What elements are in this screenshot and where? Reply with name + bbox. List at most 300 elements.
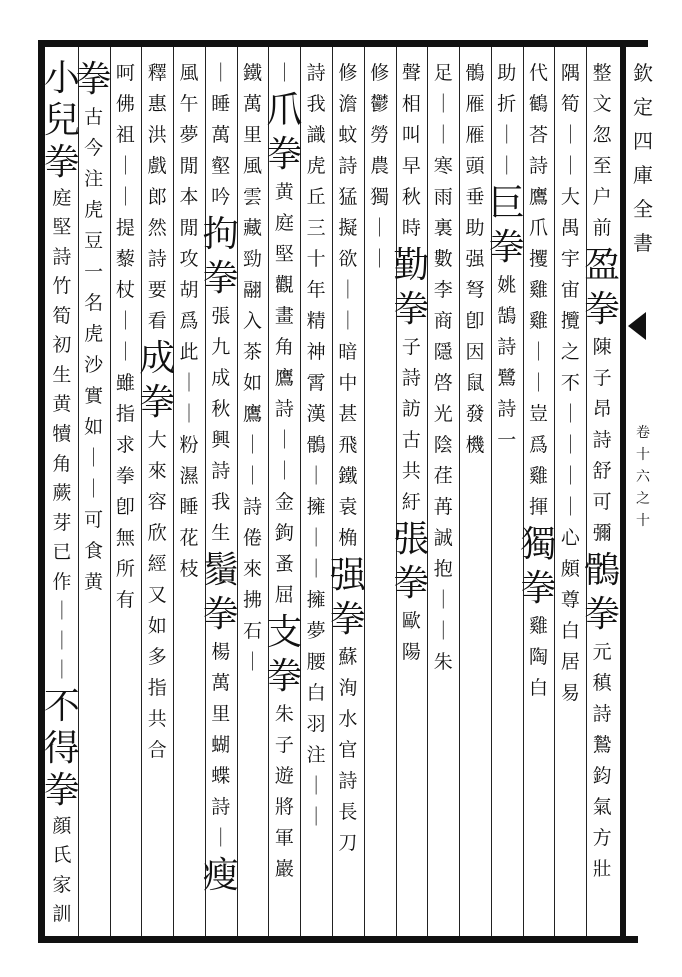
text-char: 光 xyxy=(433,403,453,425)
banxin-juan-char: 之 xyxy=(636,491,650,507)
headword-char: 兒 xyxy=(43,99,80,141)
text-char: 陰 xyxy=(433,434,453,456)
headword-char: 拳 xyxy=(139,382,176,423)
text-char: 杖 xyxy=(115,279,135,301)
text-char: 詩 xyxy=(211,796,231,818)
text-char: 鐵 xyxy=(243,62,263,84)
text-char: 拂 xyxy=(243,589,263,611)
headword-char: 拳 xyxy=(488,227,525,268)
text-char: 丘 xyxy=(306,186,326,208)
text-char: 不 xyxy=(560,372,580,394)
text-char: ｜ xyxy=(274,62,294,84)
banxin-title-char: 欽 xyxy=(633,61,653,85)
text-char: 識 xyxy=(306,124,326,146)
text-char: 萬 xyxy=(211,672,231,694)
text-char: 揮 xyxy=(529,496,549,518)
text-char: 虎 xyxy=(84,199,104,221)
text-char: 合 xyxy=(147,739,167,761)
text-char: 詩 xyxy=(592,703,612,725)
text-char: 蚤 xyxy=(274,553,294,575)
text-char: 彌 xyxy=(592,522,612,544)
text-char: 勁 xyxy=(243,248,263,270)
text-char: 閒 xyxy=(179,217,199,239)
banxin-juan-char: 十 xyxy=(636,513,650,529)
text-char: 擁 xyxy=(306,496,326,518)
text-char: 隅 xyxy=(560,62,580,84)
text-char: 舒 xyxy=(592,460,612,482)
text-char: 朱 xyxy=(433,651,453,673)
text-char: 倦 xyxy=(243,527,263,549)
text-char: ｜ xyxy=(274,460,294,482)
text-char: 壑 xyxy=(211,155,231,177)
text-char: 詩 xyxy=(211,460,231,482)
text-char: 羽 xyxy=(306,713,326,735)
headword-char: 拳 xyxy=(202,258,239,299)
text-char: 胡 xyxy=(179,279,199,301)
text-char: 指 xyxy=(147,677,167,699)
text-char: 氣 xyxy=(592,796,612,818)
text-char: 張 xyxy=(211,305,231,327)
text-char: 萬 xyxy=(243,93,263,115)
text-char: 垂 xyxy=(465,186,485,208)
text-char: 又 xyxy=(147,584,167,606)
text-char: 折 xyxy=(497,93,517,115)
text-char: 入 xyxy=(243,310,263,332)
text-char: 鐵 xyxy=(338,465,358,487)
text-char: 白 xyxy=(306,682,326,704)
text-char: 陶 xyxy=(529,646,549,668)
text-char: 爪 xyxy=(529,217,549,239)
text-char: 刀 xyxy=(338,832,358,854)
text-char: 中 xyxy=(338,372,358,394)
text-char: ｜ xyxy=(370,217,390,239)
text-char: 實 xyxy=(84,385,104,407)
text-char: 蝶 xyxy=(211,765,231,787)
text-char: 枝 xyxy=(179,558,199,580)
text-char: 相 xyxy=(401,93,421,115)
text-char: 訓 xyxy=(52,903,72,926)
banxin-margin xyxy=(628,47,658,936)
headword-char: 不 xyxy=(43,685,80,727)
banxin-juan-char: 六 xyxy=(636,469,650,485)
headword-char: 瘦 xyxy=(202,855,239,896)
text-char: 訪 xyxy=(401,398,421,420)
text-char: 尊 xyxy=(560,589,580,611)
text-char: 作 xyxy=(52,570,72,593)
text-char: 十 xyxy=(306,248,326,270)
banxin-title-char: 書 xyxy=(633,231,653,255)
text-char: 之 xyxy=(560,341,580,363)
text-char: 詩 xyxy=(274,398,294,420)
text-char: ｜ xyxy=(370,248,390,270)
text-char: 屈 xyxy=(274,584,294,606)
text-char: 共 xyxy=(401,460,421,482)
text-char: 楊 xyxy=(211,641,231,663)
headword-char: 鶻 xyxy=(584,550,621,591)
text-char: 風 xyxy=(179,62,199,84)
text-char: 飛 xyxy=(338,434,358,456)
text-char: 雁 xyxy=(465,124,485,146)
text-char: 然 xyxy=(147,217,167,239)
text-char: 軍 xyxy=(274,827,294,849)
text-char: 强 xyxy=(465,248,485,270)
headword-char: 勤 xyxy=(393,245,430,286)
text-char: 夢 xyxy=(179,124,199,146)
text-char: 詩 xyxy=(497,336,517,358)
text-char: 堅 xyxy=(52,216,72,239)
text-char: 足 xyxy=(433,62,453,84)
headword-char: 拳 xyxy=(43,769,80,811)
text-char: 戲 xyxy=(147,155,167,177)
text-char: 易 xyxy=(560,682,580,704)
text-char: ｜ xyxy=(115,186,135,208)
text-char: 要 xyxy=(147,279,167,301)
headword-char: 成 xyxy=(139,338,176,379)
text-char: 鷹 xyxy=(274,367,294,389)
text-char: 裏 xyxy=(433,217,453,239)
text-char: 可 xyxy=(592,491,612,513)
text-char: 隱 xyxy=(433,341,453,363)
text-char: ｜ xyxy=(115,155,135,177)
text-char: 子 xyxy=(274,734,294,756)
text-char: ｜ xyxy=(179,372,199,394)
text-char: 佛 xyxy=(115,93,135,115)
text-char: 筍 xyxy=(52,304,72,327)
text-char: 沙 xyxy=(84,354,104,376)
text-char: 生 xyxy=(211,522,231,544)
text-char: 角 xyxy=(52,452,72,475)
text-char: 大 xyxy=(147,429,167,451)
text-char: 擬 xyxy=(338,217,358,239)
text-char: 爲 xyxy=(179,310,199,332)
text-char: 爲 xyxy=(529,434,549,456)
text-column xyxy=(42,58,82,930)
text-char: 注 xyxy=(306,744,326,766)
text-char: 心 xyxy=(560,527,580,549)
text-char: ｜ xyxy=(306,806,326,828)
text-char: 秋 xyxy=(401,186,421,208)
text-char: 可 xyxy=(84,509,104,531)
text-char: ｜ xyxy=(433,124,453,146)
headword-char: 拳 xyxy=(584,289,621,330)
text-char: 鶴 xyxy=(529,93,549,115)
text-char: 數 xyxy=(433,248,453,270)
text-char: 黄 xyxy=(84,571,104,593)
text-char: 鶻 xyxy=(465,62,485,84)
text-char: 雖 xyxy=(115,372,135,394)
text-char: 叫 xyxy=(401,124,421,146)
headword-char: 拳 xyxy=(584,594,621,635)
text-char: ｜ xyxy=(560,124,580,146)
text-char: 指 xyxy=(115,403,135,425)
text-char: 顔 xyxy=(52,814,72,837)
text-char: 已 xyxy=(52,541,72,564)
text-char: 猛 xyxy=(338,186,358,208)
banxin-title-char: 四 xyxy=(633,129,653,153)
text-char: 頗 xyxy=(560,558,580,580)
text-char: 啓 xyxy=(433,372,453,394)
text-char: ｜ xyxy=(338,310,358,332)
text-char: ｜ xyxy=(211,62,231,84)
text-char: ｜ xyxy=(338,279,358,301)
text-char: ｜ xyxy=(560,155,580,177)
text-char: 石 xyxy=(243,620,263,642)
text-char: 雁 xyxy=(465,93,485,115)
text-char: 筍 xyxy=(560,93,580,115)
text-char: 荅 xyxy=(529,124,549,146)
text-char: ｜ xyxy=(529,341,549,363)
text-char: 藏 xyxy=(243,217,263,239)
text-char: 獨 xyxy=(370,186,390,208)
frame-top-border xyxy=(38,40,648,47)
text-char: ｜ xyxy=(433,589,453,611)
text-char: ｜ xyxy=(497,155,517,177)
text-char: 至 xyxy=(592,155,612,177)
text-char: ｜ xyxy=(306,558,326,580)
text-char: 白 xyxy=(560,620,580,642)
text-char: 夢 xyxy=(306,620,326,642)
text-char: 大 xyxy=(560,186,580,208)
text-char: 忽 xyxy=(592,124,612,146)
text-char: 攻 xyxy=(179,248,199,270)
banxin-title-char: 庫 xyxy=(633,163,653,187)
text-char: 看 xyxy=(147,310,167,332)
text-char: 欣 xyxy=(147,522,167,544)
text-char: 抱 xyxy=(433,558,453,580)
text-char: 官 xyxy=(338,739,358,761)
text-char: 歐 xyxy=(401,610,421,632)
text-char: 古 xyxy=(84,106,104,128)
text-char: 早 xyxy=(401,155,421,177)
text-char: 黄 xyxy=(52,393,72,416)
text-char: 虎 xyxy=(306,155,326,177)
banxin-title-char: 全 xyxy=(633,197,653,221)
text-char: 藜 xyxy=(115,248,135,270)
headword-char: 拳 xyxy=(329,599,366,640)
text-char: 長 xyxy=(338,801,358,823)
headword-char: 獨 xyxy=(520,524,557,565)
text-char: 蚊 xyxy=(338,124,358,146)
text-char: 元 xyxy=(592,641,612,663)
text-char: 吟 xyxy=(211,186,231,208)
text-char: ｜ xyxy=(497,124,517,146)
text-char: 霄 xyxy=(306,372,326,394)
text-char: 誠 xyxy=(433,527,453,549)
text-char: 助 xyxy=(465,217,485,239)
text-char: 洪 xyxy=(147,124,167,146)
text-char: 方 xyxy=(592,827,612,849)
headword-char: 拳 xyxy=(266,134,303,175)
text-char: 腰 xyxy=(306,651,326,673)
text-char: 鷺 xyxy=(497,367,517,389)
text-char: 將 xyxy=(274,796,294,818)
text-char: 風 xyxy=(243,155,263,177)
text-char: 勞 xyxy=(370,124,390,146)
text-char: ｜ xyxy=(52,659,72,682)
text-char: 户 xyxy=(592,186,612,208)
text-char: ｜ xyxy=(433,93,453,115)
text-char: 黄 xyxy=(274,181,294,203)
text-char: 宇 xyxy=(560,248,580,270)
text-char: 里 xyxy=(243,124,263,146)
text-char: 雞 xyxy=(529,279,549,301)
frame-bottom-border xyxy=(38,936,638,943)
text-char: 詩 xyxy=(306,62,326,84)
text-char: 詩 xyxy=(497,398,517,420)
text-char: 竹 xyxy=(52,275,72,298)
text-char: 白 xyxy=(529,677,549,699)
headword-char: 拳 xyxy=(202,594,239,635)
text-char: 聲 xyxy=(401,62,421,84)
text-char: 荏 xyxy=(433,465,453,487)
text-char: 昂 xyxy=(592,398,612,420)
text-char: 苒 xyxy=(433,496,453,518)
text-char: 此 xyxy=(179,341,199,363)
fish-tail-mark xyxy=(628,312,646,340)
text-char: 一 xyxy=(497,429,517,451)
text-char: 無 xyxy=(115,527,135,549)
text-char: 雞 xyxy=(529,465,549,487)
text-char: 頭 xyxy=(465,155,485,177)
text-char: 修 xyxy=(370,62,390,84)
text-char: 容 xyxy=(147,491,167,513)
text-char: 金 xyxy=(274,491,294,513)
text-char: 拳 xyxy=(115,465,135,487)
text-char: 居 xyxy=(560,651,580,673)
text-char: 因 xyxy=(465,341,485,363)
text-char: 精 xyxy=(306,310,326,332)
text-char: 詩 xyxy=(529,155,549,177)
text-char: 蘇 xyxy=(338,646,358,668)
text-char: 閒 xyxy=(179,155,199,177)
text-char: 鷹 xyxy=(243,403,263,425)
text-char: 稹 xyxy=(592,672,612,694)
text-char: 神 xyxy=(306,341,326,363)
text-char: 本 xyxy=(179,186,199,208)
text-char: 商 xyxy=(433,310,453,332)
text-char: 如 xyxy=(84,416,104,438)
text-char: 紆 xyxy=(401,491,421,513)
text-char: 犢 xyxy=(52,423,72,446)
headword-char: 得 xyxy=(43,727,80,769)
text-char: 初 xyxy=(52,334,72,357)
text-char: 觀 xyxy=(274,274,294,296)
text-char: 擁 xyxy=(306,589,326,611)
text-char: 豈 xyxy=(529,403,549,425)
text-char: ｜ xyxy=(560,496,580,518)
text-char: 鷹 xyxy=(529,186,549,208)
text-char: 洵 xyxy=(338,677,358,699)
text-char: 濕 xyxy=(179,465,199,487)
text-char: 豆 xyxy=(84,230,104,252)
text-char: ｜ xyxy=(243,465,263,487)
text-char: 虎 xyxy=(84,323,104,345)
text-char: 所 xyxy=(115,558,135,580)
text-char: 郎 xyxy=(147,186,167,208)
text-char: 鼠 xyxy=(465,372,485,394)
text-char: 鉤 xyxy=(274,522,294,544)
text-char: 宙 xyxy=(560,279,580,301)
banxin-title-char: 定 xyxy=(633,95,653,119)
text-char: 機 xyxy=(465,434,485,456)
text-char: 攬 xyxy=(560,310,580,332)
text-char: 子 xyxy=(592,367,612,389)
text-char: 九 xyxy=(211,336,231,358)
text-char: 如 xyxy=(243,372,263,394)
text-char: 卽 xyxy=(465,310,485,332)
headword-char: 拳 xyxy=(43,141,80,183)
text-char: 庭 xyxy=(52,186,72,209)
text-char: ｜ xyxy=(274,429,294,451)
headword-char: 拳 xyxy=(393,563,430,604)
text-char: 花 xyxy=(179,527,199,549)
text-char: 代 xyxy=(529,62,549,84)
text-char: 秋 xyxy=(211,398,231,420)
text-char: 卽 xyxy=(115,496,135,518)
text-char: 漢 xyxy=(306,403,326,425)
text-char: 共 xyxy=(147,708,167,730)
text-char: 澹 xyxy=(338,93,358,115)
text-char: 我 xyxy=(211,491,231,513)
text-char: 鵠 xyxy=(497,305,517,327)
text-char: 求 xyxy=(115,434,135,456)
text-char: 文 xyxy=(592,93,612,115)
text-char: 呵 xyxy=(115,62,135,84)
text-char: ｜ xyxy=(560,465,580,487)
text-char: 里 xyxy=(211,703,231,725)
text-char: 發 xyxy=(465,403,485,425)
headword-char: 盈 xyxy=(584,245,621,286)
text-char: 詩 xyxy=(147,248,167,270)
text-char: 角 xyxy=(274,336,294,358)
text-char: 翮 xyxy=(243,279,263,301)
text-char: 助 xyxy=(497,62,517,84)
text-char: ｜ xyxy=(115,310,135,332)
text-char: 暗 xyxy=(338,341,358,363)
text-char: 攫 xyxy=(529,248,549,270)
text-char: 寒 xyxy=(433,155,453,177)
text-char: 食 xyxy=(84,540,104,562)
headword-char: 張 xyxy=(393,519,430,560)
text-char: 成 xyxy=(211,367,231,389)
text-char: 如 xyxy=(147,615,167,637)
text-char: 我 xyxy=(306,93,326,115)
headword-char: 小 xyxy=(43,58,80,99)
text-char: ｜ xyxy=(211,827,231,849)
text-char: 蝴 xyxy=(211,734,231,756)
text-char: 有 xyxy=(115,589,135,611)
text-char: 芽 xyxy=(52,511,72,534)
text-char: 今 xyxy=(84,137,104,159)
text-char: 雨 xyxy=(433,186,453,208)
text-char: 畫 xyxy=(274,305,294,327)
text-char: 雞 xyxy=(529,615,549,637)
text-char: ｜ xyxy=(52,600,72,623)
text-char: 整 xyxy=(592,62,612,84)
text-char: 陽 xyxy=(401,641,421,663)
text-char: 鶻 xyxy=(306,434,326,456)
text-char: 鷙 xyxy=(592,734,612,756)
text-char: ｜ xyxy=(115,341,135,363)
text-char: 氏 xyxy=(52,844,72,867)
text-char: 年 xyxy=(306,279,326,301)
text-char: 李 xyxy=(433,279,453,301)
text-char: 弩 xyxy=(465,279,485,301)
text-char: ｜ xyxy=(84,447,104,469)
text-char: 家 xyxy=(52,873,72,896)
text-char: ｜ xyxy=(243,434,263,456)
text-char: 子 xyxy=(401,336,421,358)
